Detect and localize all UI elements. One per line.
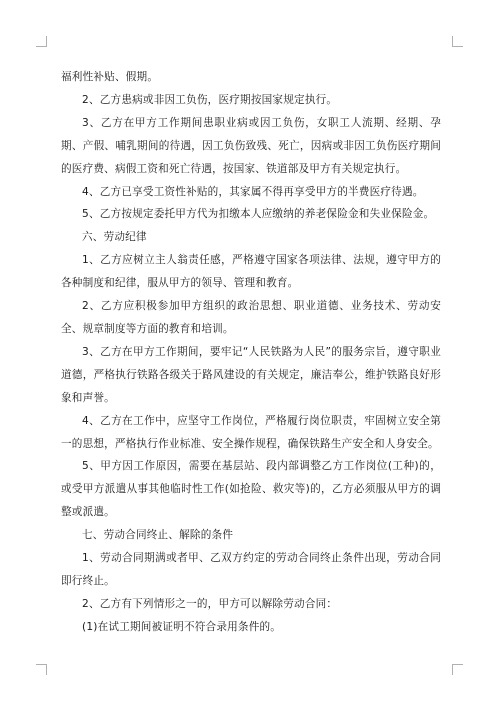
paragraph: 1、乙方应树立主人翁责任感，严格遵守国家各项法律、法规，遵守甲方的各种制度和纪律，服从甲方的领导、管理和教育。 (61, 254, 441, 290)
paragraph: 2、乙方应积极参加甲方组织的政治思想、职业道德、业务技术、劳动安全、规章制度等方面的教育和培训。 (61, 300, 441, 335)
paragraph: 福利性补贴、假期。 (61, 71, 159, 83)
paragraph: 3、乙方在甲方工作期间，要牢记“人民铁路为人民”的服务宗旨，遵守职业道德，严格执行铁路各级关于路风建设的有关规定，廉洁奉公，维护铁路良好形象和声誉。 (61, 345, 441, 404)
crop-mark-top-right (452, 36, 463, 47)
document-body (61, 66, 441, 639)
paragraph: 3、乙方在甲方工作期间患职业病或因工负伤，女职工人流期、经期、孕期、产假、哺乳期间的待遇，因工负伤致残、死亡，因病或非因工负伤医疗期间的医疗费、病假工资和死亡待遇，按国家、铁道部及甲方有关规定执行。 (61, 116, 441, 175)
paragraph: 5、乙方按规定委托甲方代为扣缴本人应缴纳的养老保险金和失业保险金。 (82, 208, 435, 221)
paragraph: 2、乙方患病或非因工负伤，医疗期按国家规定执行。 (82, 93, 338, 106)
section-heading: 七、劳动合同终止、解除的条件 (82, 529, 234, 542)
paragraph: (1)在试工期间被证明不符合录用条件的。 (82, 620, 282, 633)
paragraph: 5、甲方因工作原因，需要在基层站、段内部调整乙方工作岗位(工种)的，或受甲方派遣从事其他临时性工作(如抢险、救灾等)的，乙方必须服从甲方的调整或派遣。 (61, 460, 441, 519)
paragraph: 1、劳动合同期满或者甲、乙双方约定的劳动合同终止条件出现，劳动合同即行终止。 (61, 552, 441, 587)
crop-mark-bottom-right (452, 664, 463, 675)
crop-mark-top-left (36, 36, 47, 47)
paragraph: 4、乙方在工作中，应坚守工作岗位，严格履行岗位职责，牢固树立安全第一的思想，严格执行作业标准、安全操作规程，确保铁路生产安全和人身安全。 (61, 414, 441, 450)
paragraph: 4、乙方已享受工资性补贴的，其家属不得再享受甲方的半费医疗待遇。 (82, 185, 424, 198)
paragraph: 2、乙方有下列情形之一的，甲方可以解除劳动合同： (82, 597, 338, 610)
crop-mark-bottom-left (36, 664, 47, 675)
section-heading: 六、劳动纪律 (82, 231, 147, 244)
